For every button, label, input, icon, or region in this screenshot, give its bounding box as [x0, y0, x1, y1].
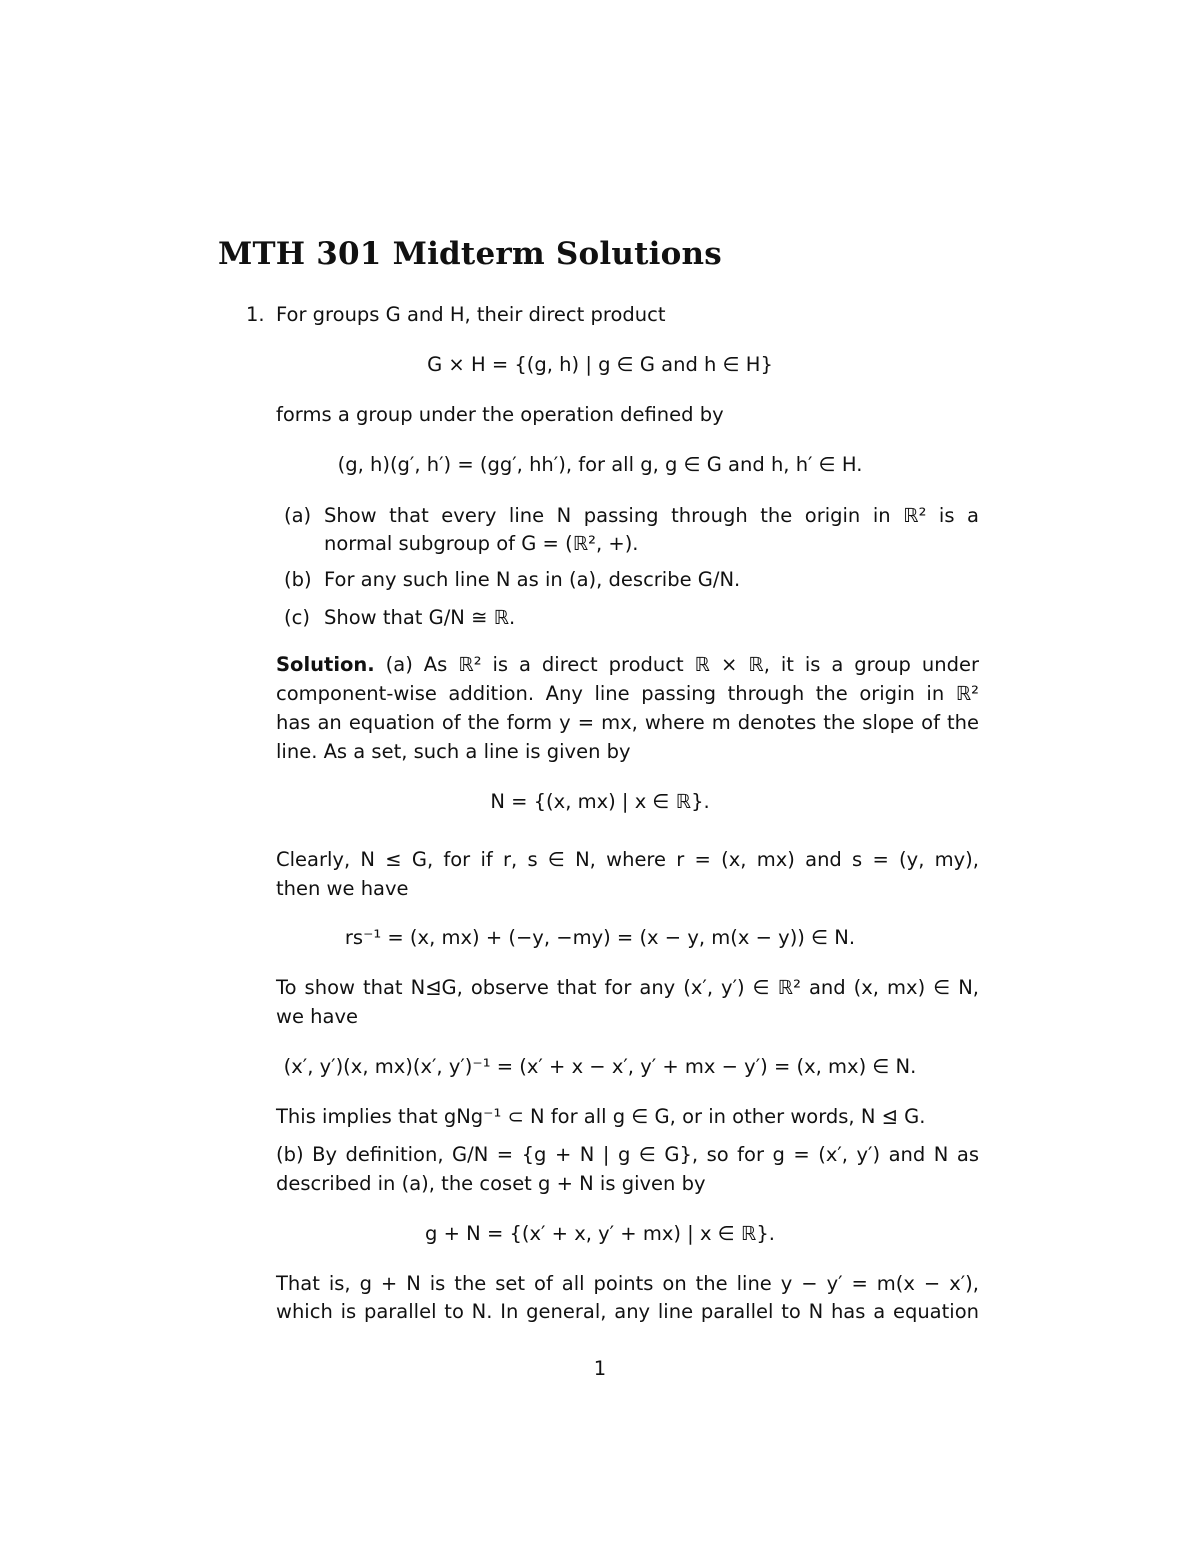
equation-operation: (g, h)(g′, h′) = (gg′, hh′), for all g, g ∈ G and h, h′ ∈ H. [337, 453, 863, 476]
solution-paragraph-line: described in (a), the coset g + N is given by [276, 1172, 706, 1195]
part-a-line-2: normal subgroup of G = (ℝ², +). [324, 532, 639, 555]
solution-paragraph-line: To show that N⊴G, observe that for any (x′, y′) ∈ ℝ² and (x, mx) ∈ N, [276, 976, 979, 999]
problem-number: 1. [246, 303, 265, 326]
equation-rs-inverse: rs⁻¹ = (x, mx) + (−y, −my) = (x − y, m(x − y)) ∈ N. [344, 926, 856, 949]
part-a-label: (a) [284, 504, 312, 527]
problem-intro: For groups G and H, their direct product [276, 303, 666, 326]
page-number: 1 [593, 1357, 607, 1380]
equation-line-N: N = {(x, mx) | x ∈ ℝ}. [490, 790, 710, 813]
equation-direct-product: G × H = {(g, h) | g ∈ G and h ∈ H} [427, 353, 773, 376]
solution-paragraph-line: component-wise addition. Any line passing through the origin in ℝ² [276, 682, 979, 705]
part-c-label: (c) [284, 606, 310, 629]
solution-paragraph-line: line. As a set, such a line is given by [276, 740, 631, 763]
page-title: MTH 301 Midterm Solutions [218, 236, 722, 272]
part-c-text: Show that G/N ≅ ℝ. [324, 606, 516, 629]
problem-forms-text: forms a group under the operation defined by [276, 403, 724, 426]
solution-paragraph-line: That is, g + N is the set of all points on the line y − y′ = m(x − x′), [276, 1272, 979, 1295]
solution-paragraph-line: (b) By definition, G/N = {g + N | g ∈ G}, so for g = (x′, y′) and N as [276, 1143, 979, 1166]
solution-paragraph-line: has an equation of the form y = mx, where m denotes the slope of the [276, 711, 979, 734]
solution-paragraph-line: Clearly, N ≤ G, for if r, s ∈ N, where r = (x, mx) and s = (y, my), [276, 848, 979, 871]
part-b-text: For any such line N as in (a), describe G/N. [324, 568, 741, 591]
equation-coset: g + N = {(x′ + x, y′ + mx) | x ∈ ℝ}. [425, 1222, 775, 1245]
part-a-line-1: Show that every line N passing through the origin in ℝ² is a [324, 504, 979, 527]
solution-paragraph-line: which is parallel to N. In general, any line parallel to N has a equation [276, 1300, 979, 1323]
equation-conjugation: (x′, y′)(x, mx)(x′, y′)⁻¹ = (x′ + x − x′, y′ + mx − y′) = (x, mx) ∈ N. [283, 1055, 917, 1078]
solution-paragraph-line: This implies that gNg⁻¹ ⊂ N for all g ∈ G, or in other words, N ⊴ G. [276, 1105, 926, 1128]
part-b-label: (b) [284, 568, 312, 591]
solution-paragraph-line: Solution. (a) As ℝ² is a direct product ℝ × ℝ, it is a group under [276, 653, 979, 676]
solution-paragraph-line: then we have [276, 877, 409, 900]
solution-paragraph-line: we have [276, 1005, 358, 1028]
solution-heading: Solution. [276, 653, 375, 676]
